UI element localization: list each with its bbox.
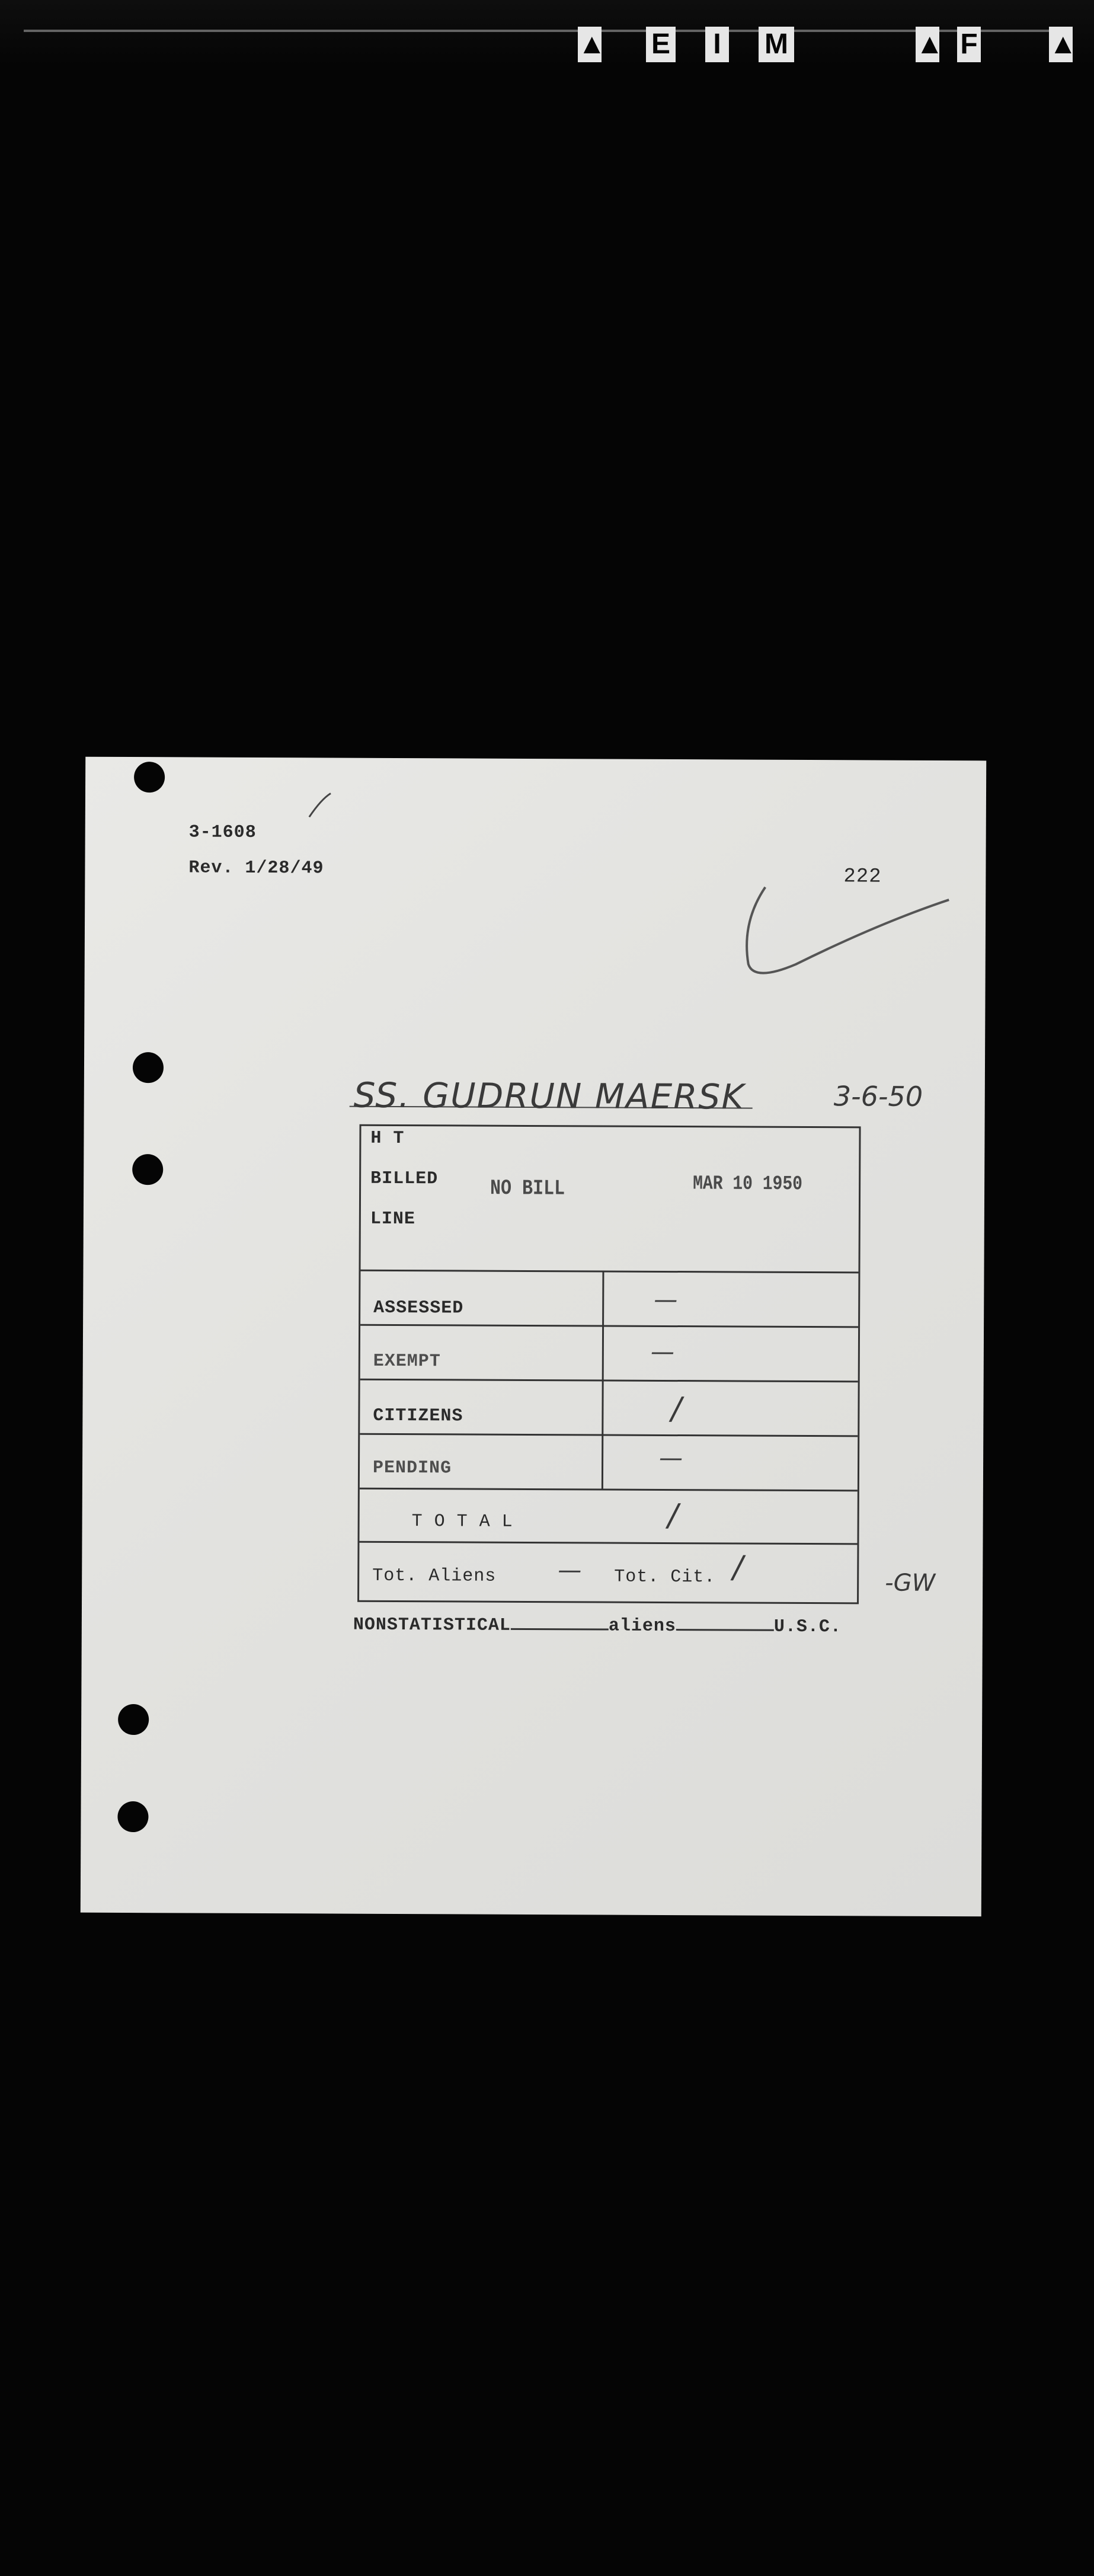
aliens-blank (676, 1629, 774, 1631)
row-label-assessed: ASSESSED (373, 1297, 464, 1319)
nonstatistical-label: NONSTATISTICAL (353, 1615, 511, 1636)
total-label: T O T A L (411, 1511, 513, 1532)
nonstatistical-line (353, 1615, 842, 1638)
tot-aliens-value: — (558, 1557, 582, 1584)
film-mark-1: ▲ (578, 27, 602, 62)
form-number: 3-1608 (188, 822, 257, 843)
divider (360, 1270, 858, 1274)
film-mark-5: ▲ (916, 27, 939, 62)
no-bill-stamp: NO BILL (490, 1177, 565, 1201)
film-edge-line (24, 30, 1067, 32)
date-written: 3-6-50 (833, 1080, 923, 1113)
divider (360, 1379, 858, 1383)
usc-label: U.S.C. (773, 1616, 842, 1638)
row-label-ht: H T (370, 1128, 405, 1149)
form-table (357, 1124, 861, 1605)
divider (359, 1541, 857, 1545)
tot-aliens-label: Tot. Aliens (372, 1565, 497, 1587)
total-value: / (667, 1497, 679, 1534)
divider (360, 1488, 858, 1492)
row-value-assessed: — (654, 1286, 678, 1314)
film-mark-7: ▲ (1049, 27, 1073, 62)
row-label-line: LINE (370, 1209, 415, 1230)
document-page (81, 757, 986, 1917)
film-edge (0, 0, 1094, 65)
row-value-pending: — (659, 1444, 683, 1472)
tot-cit-label: Tot. Cit. (614, 1567, 716, 1588)
page-number: 222 (843, 865, 882, 889)
form-revision: Rev. 1/28/49 (188, 858, 324, 879)
tot-cit-value: / (732, 1549, 743, 1586)
row-label-exempt: EXEMPT (373, 1351, 441, 1372)
row-value-citizens: / (671, 1391, 682, 1427)
date-stamp: MAR 10 1950 (693, 1173, 803, 1196)
vessel-name: SS. GUDRUN MAERSK (353, 1075, 746, 1117)
film-mark-3: I (705, 27, 729, 62)
film-mark-6: F (957, 27, 981, 62)
divider (360, 1433, 858, 1437)
divider (360, 1324, 858, 1328)
film-mark-2: E (646, 27, 676, 62)
aliens-label: aliens (608, 1616, 677, 1637)
margin-note: -GW (885, 1569, 936, 1597)
film-mark-4: M (759, 27, 794, 62)
row-label-citizens: CITIZENS (373, 1405, 463, 1427)
row-label-billed: BILLED (370, 1168, 439, 1190)
row-value-exempt: — (650, 1338, 674, 1366)
row-label-pending: PENDING (372, 1458, 452, 1479)
nonstatistical-blank (511, 1628, 609, 1631)
